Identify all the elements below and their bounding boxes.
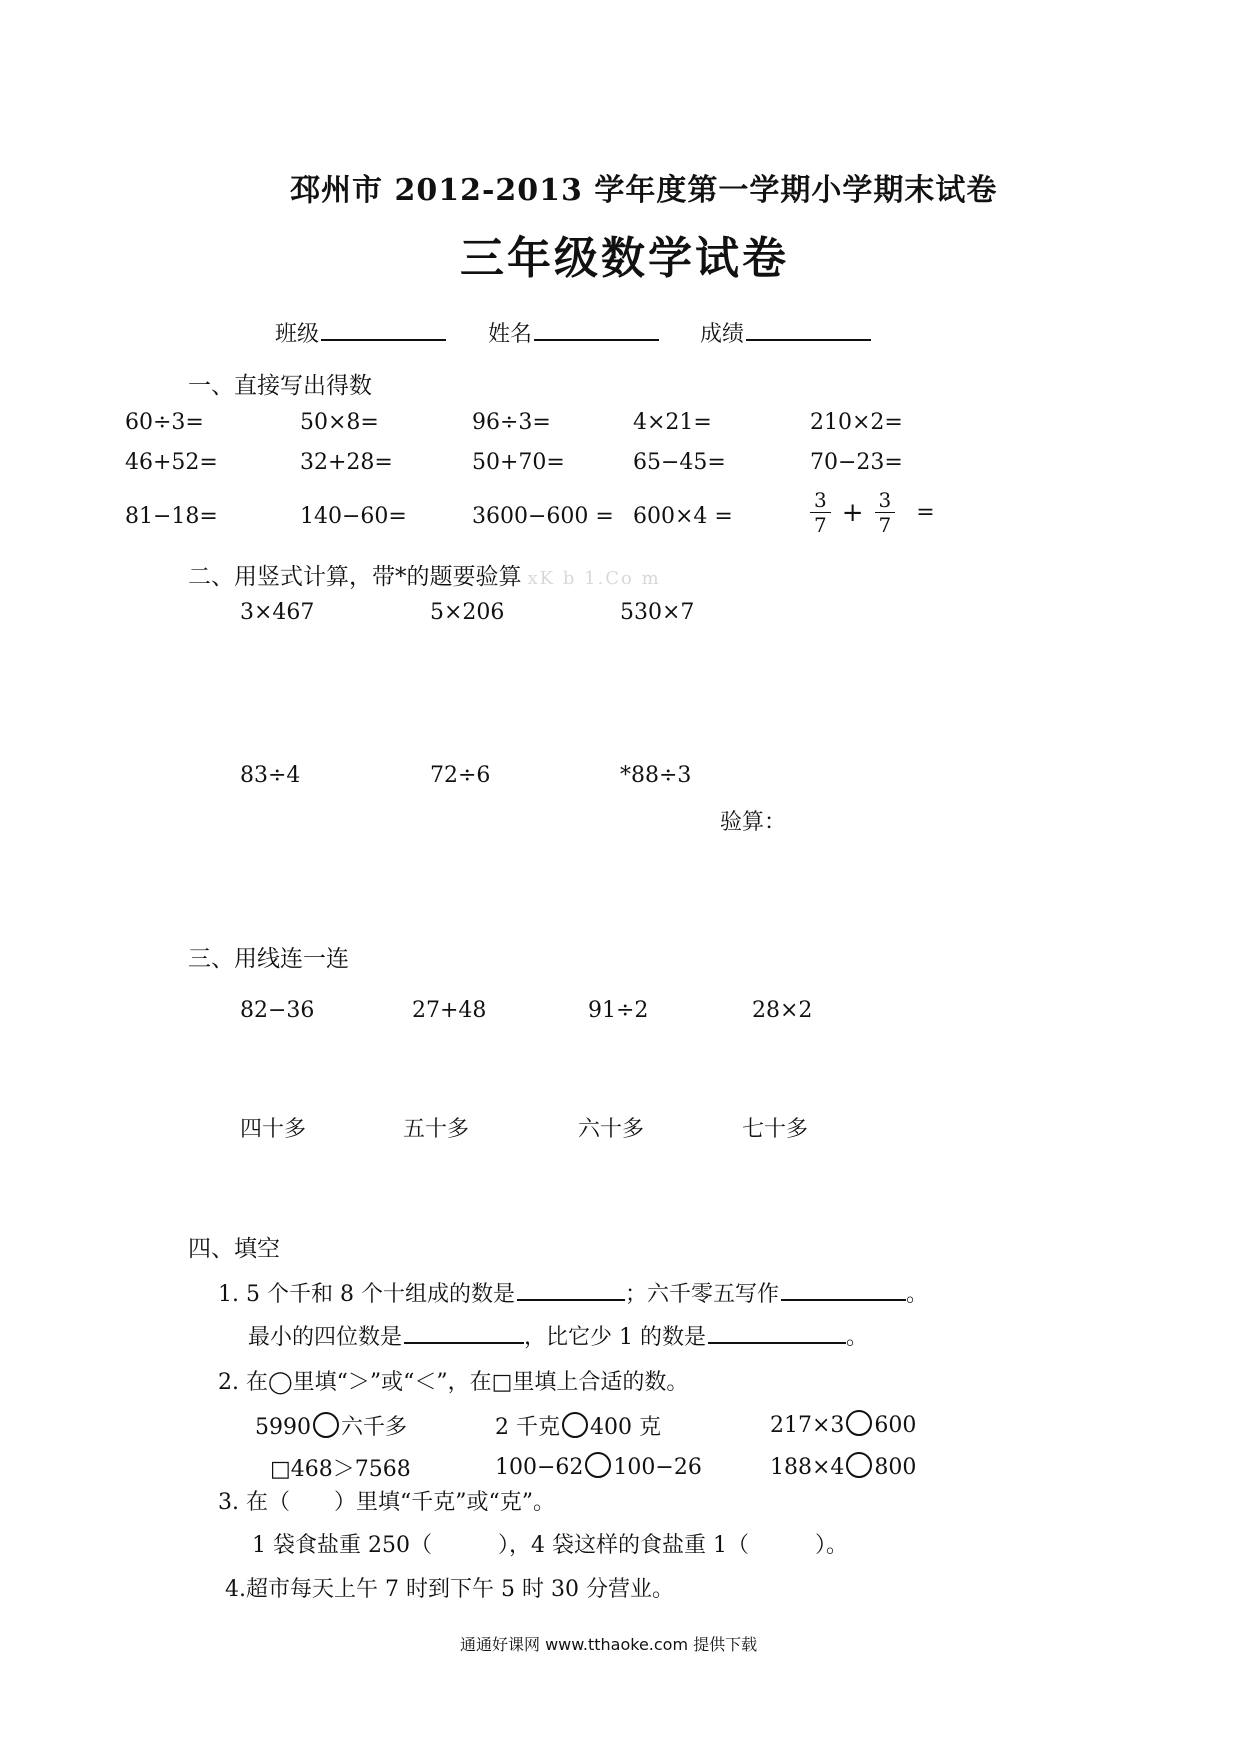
- calc-item: 140−60=: [300, 504, 407, 529]
- calc-item: 210×2=: [810, 410, 903, 435]
- section4-heading: 四、填空: [188, 1236, 280, 1262]
- calc-item: 3600−600 =: [472, 504, 614, 529]
- q1-text-a: 1. 5 个千和 8 个十组成的数是: [218, 1282, 515, 1307]
- match-expression[interactable]: 82−36: [240, 998, 315, 1023]
- vertical-calc-item: 3×467: [240, 600, 315, 625]
- calc-item: 50×8=: [300, 410, 379, 435]
- compare-left: 5990: [255, 1415, 311, 1440]
- exam-subtitle: 三年级数学试卷: [460, 233, 789, 284]
- class-field[interactable]: [275, 315, 446, 348]
- compare-circle[interactable]: [562, 1412, 588, 1438]
- q1-line1: [218, 1275, 928, 1308]
- match-expression[interactable]: 27+48: [412, 998, 487, 1023]
- q1-text-b: ；六千零五写作: [624, 1282, 779, 1307]
- compare-item: [495, 1452, 702, 1480]
- section2-heading: [188, 558, 661, 591]
- section2-heading-text: 二、用竖式计算，带*的题要验算: [188, 564, 522, 590]
- score-field[interactable]: [700, 315, 871, 348]
- fraction-2-numerator: 3: [875, 488, 896, 513]
- compare-left: 188×4: [770, 1455, 845, 1480]
- section1-heading: 一、直接写出得数: [188, 373, 372, 399]
- vertical-calc-item: 5×206: [430, 600, 505, 625]
- compare-left: 217×3: [770, 1413, 845, 1438]
- compare-item: [255, 1410, 407, 1441]
- q1-text-f: 。: [846, 1325, 869, 1350]
- calc-item: 81−18=: [125, 504, 218, 529]
- fraction-2: [875, 488, 896, 537]
- q4-text: 4.超市每天上午 7 时到下午 5 时 30 分营业。: [225, 1577, 674, 1602]
- calc-item: 32+28=: [300, 450, 393, 475]
- compare-item: [770, 1410, 916, 1438]
- class-blank[interactable]: [321, 315, 446, 341]
- q1-blank-2[interactable]: [781, 1275, 906, 1301]
- calc-item: 600×4 =: [633, 504, 733, 529]
- vertical-calc-item: 83÷4: [240, 763, 301, 788]
- name-blank[interactable]: [534, 315, 659, 341]
- exam-title: 邳州市 2012-2013 学年度第一学期小学期末试卷: [290, 173, 998, 208]
- fraction-expression: [810, 488, 935, 537]
- q1-text-e: ，比它少 1 的数是: [524, 1325, 706, 1350]
- match-answer[interactable]: 七十多: [742, 1117, 809, 1142]
- compare-right: 800: [874, 1455, 917, 1480]
- calc-item: 65−45=: [633, 450, 726, 475]
- compare-circle[interactable]: [585, 1452, 611, 1478]
- q3-line: 1 袋食盐重 250（ ），4 袋这样的食盐重 1（ ）。: [252, 1533, 848, 1558]
- fraction-1-numerator: 3: [810, 488, 831, 513]
- compare-right: 六千多: [341, 1415, 408, 1440]
- compare-left: 100−62: [495, 1455, 584, 1480]
- compare-item: [495, 1410, 661, 1441]
- vertical-calc-item: 72÷6: [430, 763, 491, 788]
- equals-sign: =: [916, 500, 935, 525]
- fraction-1: [810, 488, 831, 537]
- footer-text: 通通好课网 www.tthaoke.com 提供下载: [460, 1635, 758, 1654]
- match-answer[interactable]: 五十多: [403, 1117, 470, 1142]
- watermark-text: xK b 1.Co m: [527, 568, 661, 589]
- check-label: 验算：: [720, 810, 787, 835]
- compare-right: 100−26: [613, 1455, 702, 1480]
- match-answer[interactable]: 六十多: [578, 1117, 645, 1142]
- q1-text-c: 。: [905, 1282, 928, 1307]
- plus-sign: +: [841, 497, 864, 528]
- calc-item: 46+52=: [125, 450, 218, 475]
- vertical-calc-item: *88÷3: [620, 763, 692, 788]
- compare-circle[interactable]: [313, 1412, 339, 1438]
- q2-instruction: 2. 在◯里填“＞”或“＜”，在□里填上合适的数。: [218, 1370, 689, 1395]
- compare-left: 2 千克: [495, 1415, 560, 1440]
- compare-item: [770, 1452, 916, 1480]
- calc-item: 50+70=: [472, 450, 565, 475]
- name-field[interactable]: [488, 315, 659, 348]
- q1-blank-1[interactable]: [517, 1275, 625, 1301]
- calc-item: 70−23=: [810, 450, 903, 475]
- match-answer[interactable]: 四十多: [240, 1117, 307, 1142]
- q1-blank-4[interactable]: [708, 1318, 846, 1344]
- vertical-calc-item: 530×7: [620, 600, 695, 625]
- compare-circle[interactable]: [846, 1452, 872, 1478]
- fill-box-item[interactable]: □468＞7568: [270, 1457, 411, 1482]
- name-label: 姓名: [488, 322, 533, 347]
- compare-circle[interactable]: [846, 1410, 872, 1436]
- q1-text-d: 最小的四位数是: [248, 1325, 403, 1350]
- q1-line2: [248, 1318, 868, 1351]
- compare-right: 400 克: [590, 1415, 661, 1440]
- score-label: 成绩: [700, 322, 745, 347]
- match-expression[interactable]: 28×2: [752, 998, 813, 1023]
- match-expression[interactable]: 91÷2: [588, 998, 649, 1023]
- fraction-1-denominator: 7: [814, 513, 827, 537]
- fraction-2-denominator: 7: [878, 513, 892, 537]
- calc-item: 96÷3=: [472, 410, 551, 435]
- calc-item: 4×21=: [633, 410, 712, 435]
- calc-item: 60÷3=: [125, 410, 204, 435]
- q3-instruction: 3. 在（ ）里填“千克”或“克”。: [218, 1490, 555, 1515]
- score-blank[interactable]: [746, 315, 871, 341]
- section3-heading: 三、用线连一连: [188, 946, 349, 972]
- class-label: 班级: [275, 322, 320, 347]
- q1-blank-3[interactable]: [404, 1318, 524, 1344]
- compare-right: 600: [874, 1413, 917, 1438]
